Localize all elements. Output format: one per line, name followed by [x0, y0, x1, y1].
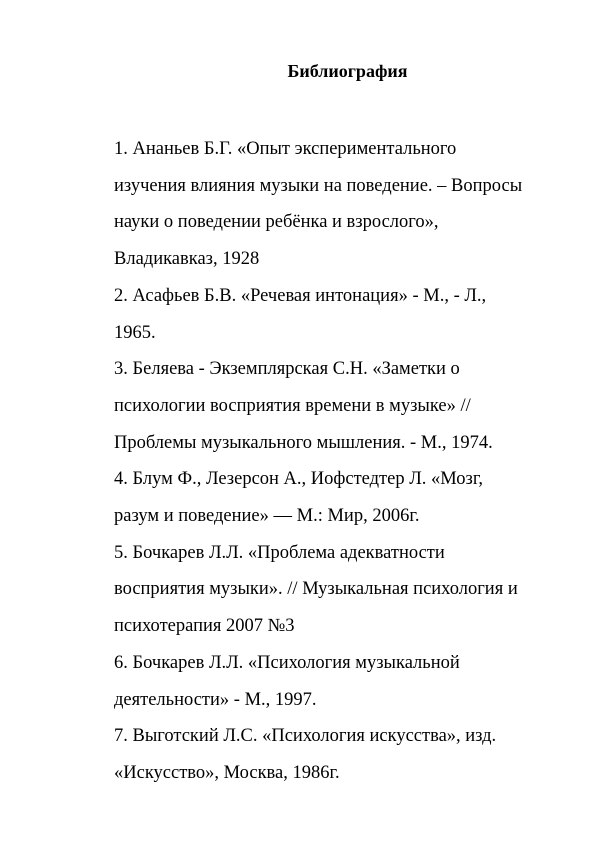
entry-line: науки о поведении ребёнка и взрослого», [114, 212, 439, 233]
bibliography-list [114, 131, 534, 792]
entry-line: Владикавказ, 1928 [114, 249, 260, 270]
entry-line: 3. Беляева - Экземплярская С.Н. «Заметки о [114, 359, 460, 380]
entry-line: разум и поведение» — М.: Мир, 2006г. [114, 506, 420, 527]
bibliography-entry-5 [114, 535, 534, 645]
bibliography-entry-4 [114, 461, 534, 534]
entry-line: восприятия музыки». // Музыкальная психология и [114, 579, 518, 600]
entry-line: 1965. [114, 322, 156, 343]
entry-line: Проблемы музыкального мышления. - М., 1974. [114, 432, 493, 453]
entry-line: 7. Выготский Л.С. «Психология искусства», изд. [114, 726, 497, 747]
entry-line: изучения влияния музыки на поведение. – Вопросы [114, 175, 523, 196]
entry-line: 2. Асафьев Б.В. «Речевая интонация» - М., - Л., [114, 285, 487, 306]
entry-line: «Искусство», Москва, 1986г. [114, 762, 340, 783]
bibliography-entry-6 [114, 645, 534, 718]
entry-line: психологии восприятия времени в музыке» // [114, 395, 471, 416]
entry-line: 4. Блум Ф., Лезерсон А., Иофстедтер Л. «Мозг, [114, 469, 483, 490]
entry-line: деятельности» - М., 1997. [114, 689, 317, 710]
bibliography-entry-3 [114, 351, 534, 461]
bibliography-entry-2 [114, 278, 534, 351]
entry-line: 1. Ананьев Б.Г. «Опыт экспериментального [114, 139, 457, 159]
entry-line: психотерапия 2007 №3 [114, 616, 295, 637]
entry-line: 6. Бочкарев Л.Л. «Психология музыкальной [114, 652, 460, 673]
page-title: Библиография [287, 61, 408, 81]
entry-line: 5. Бочкарев Л.Л. «Проблема адекватности [114, 542, 445, 563]
bibliography-entry-7 [114, 718, 534, 791]
bibliography-entry-1 [114, 131, 534, 278]
